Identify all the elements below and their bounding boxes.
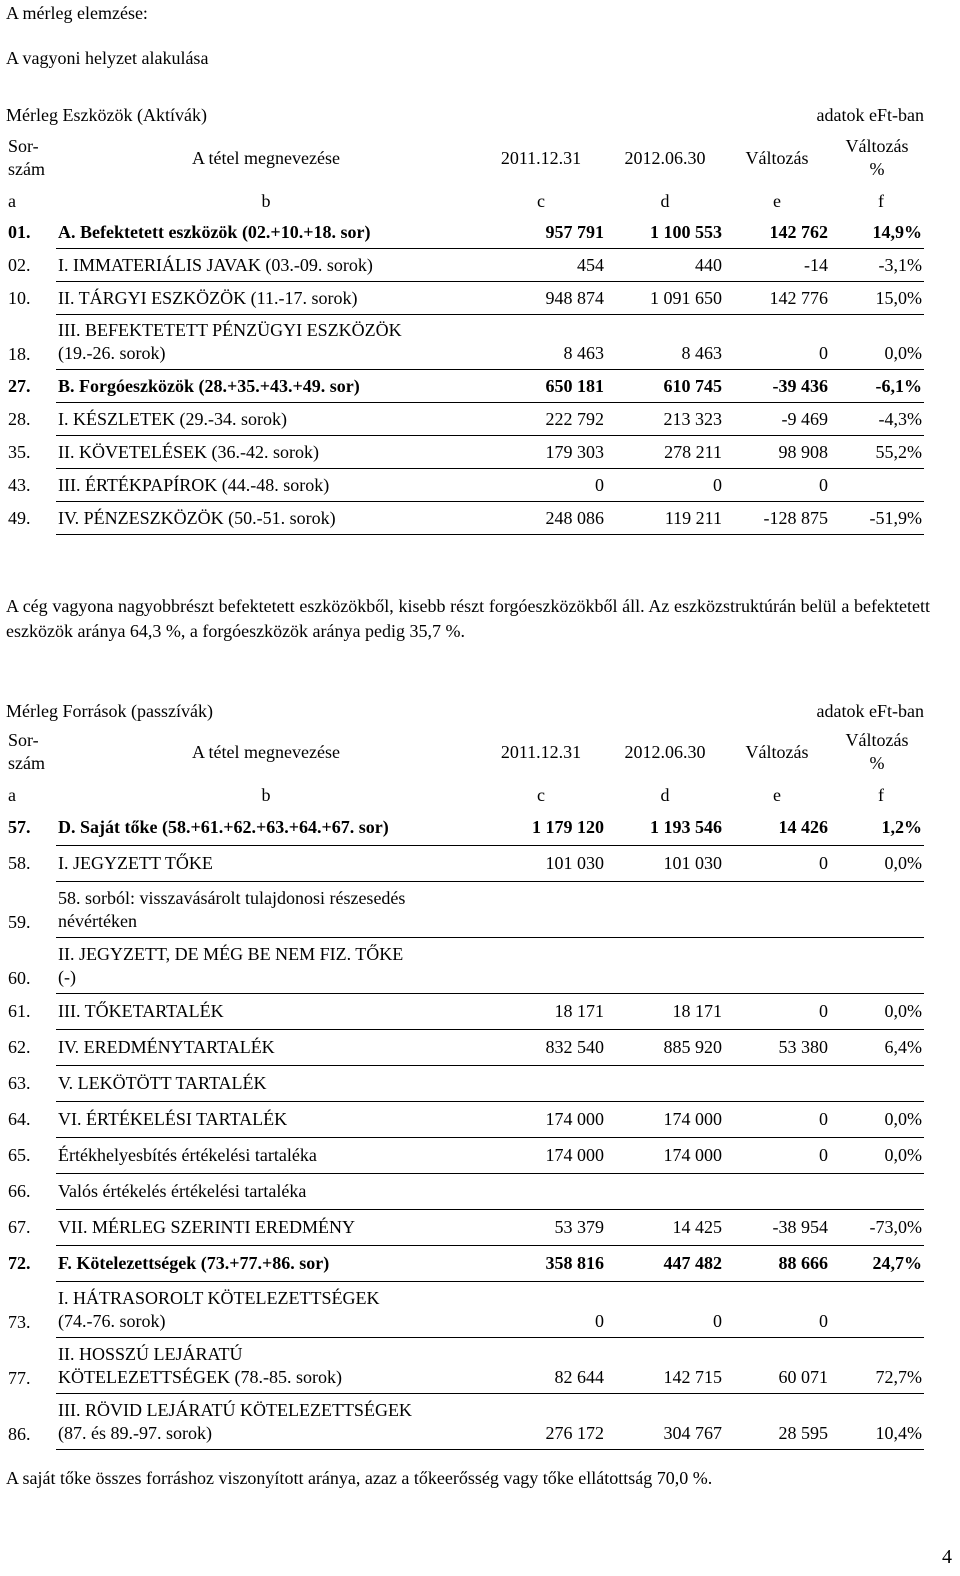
- table-row: [6, 1102, 924, 1138]
- row-value-2011: 358 816: [476, 1246, 606, 1282]
- column-letter: a: [8, 190, 16, 211]
- row-value-2012: [606, 1066, 724, 1102]
- column-letter: c: [537, 190, 545, 211]
- row-name: [56, 1066, 476, 1102]
- table-row: [6, 1246, 924, 1282]
- row-value-2011: 101 030: [476, 846, 606, 882]
- row-change: 0: [724, 846, 830, 882]
- row-name-line1: Értékhelyesbítés értékelési tartaléka: [58, 1145, 317, 1165]
- row-change-pct: -73,0%: [830, 1210, 924, 1246]
- row-change: 28 595: [724, 1394, 830, 1450]
- row-value-2012: 18 171: [606, 994, 724, 1030]
- row-name-line1: I. JEGYZETT TŐKE: [58, 853, 213, 873]
- row-change-pct: 72,7%: [830, 1338, 924, 1394]
- row-value-2012: 14 425: [606, 1210, 724, 1246]
- row-name-line1: B. Forgóeszközök (28.+35.+43.+49. sor): [58, 375, 360, 396]
- row-change-pct: 24,7%: [830, 1246, 924, 1282]
- row-name-line1: VII. MÉRLEG SZERINTI EREDMÉNY: [58, 1217, 355, 1237]
- row-value-2011: 957 791: [476, 216, 606, 249]
- header-name: A tétel megnevezése: [192, 147, 340, 168]
- row-change: -39 436: [724, 370, 830, 403]
- header-change-pct: [830, 130, 924, 186]
- row-name: [56, 1210, 476, 1246]
- row-value-2012: 304 767: [606, 1394, 724, 1450]
- header-year2: 2012.06.30: [624, 741, 706, 762]
- liabilities-table: [6, 724, 924, 1450]
- row-number: 86.: [8, 1423, 31, 1444]
- row-change: 0: [724, 315, 830, 370]
- header-sor-line1: Sor-: [8, 730, 39, 750]
- row-name-line1: I. HÁTRASOROLT KÖTELEZETTSÉGEK: [58, 1287, 380, 1308]
- row-change-pct: 6,4%: [830, 1030, 924, 1066]
- row-change: 98 908: [724, 436, 830, 469]
- row-name-line1: A. Befektetett eszközök (02.+10.+18. sor): [58, 221, 371, 242]
- row-number: 01.: [8, 221, 31, 242]
- assets-paragraph: A cég vagyona nagyobbrészt befektetett eszközökből, kisebb részt forgóeszközökből áll. Az eszközstruktúrán belül a befektetett eszközök aránya 64,3 %, a forgóeszközök aránya pedig 35,7 %.: [6, 596, 930, 641]
- row-name-line2: (-): [58, 966, 76, 987]
- header-year2: 2012.06.30: [624, 147, 706, 168]
- row-value-2011: 1 179 120: [476, 810, 606, 846]
- row-change-pct: 0,0%: [830, 1102, 924, 1138]
- row-value-2011: 0: [476, 469, 606, 502]
- column-letter: e: [773, 784, 781, 805]
- assets-table: [6, 130, 924, 535]
- table-row: [6, 249, 924, 282]
- header-row: [6, 130, 924, 186]
- row-change-pct: -51,9%: [830, 502, 924, 535]
- row-number: 67.: [8, 1217, 31, 1237]
- row-value-2012: 119 211: [606, 502, 724, 535]
- table-row: [6, 282, 924, 315]
- row-change-pct: 15,0%: [830, 282, 924, 315]
- row-name-line1: II. KÖVETELÉSEK (36.-42. sorok): [58, 441, 319, 462]
- page-subheading: A vagyoni helyzet alakulása: [6, 48, 209, 68]
- row-change: 60 071: [724, 1338, 830, 1394]
- row-name: [56, 1338, 476, 1394]
- header-sor-line1: Sor-: [8, 136, 39, 156]
- row-change: -128 875: [724, 502, 830, 535]
- row-name: [56, 315, 476, 370]
- header-sorszam: [6, 724, 56, 780]
- header-year1: 2011.12.31: [500, 741, 582, 762]
- row-name-line2: névértéken: [58, 910, 137, 931]
- row-value-2012: 0: [606, 469, 724, 502]
- row-change-pct: 55,2%: [830, 436, 924, 469]
- row-change: [724, 882, 830, 938]
- row-change-pct: 14,9%: [830, 216, 924, 249]
- row-value-2011: 832 540: [476, 1030, 606, 1066]
- row-value-2012: 101 030: [606, 846, 724, 882]
- row-number: 57.: [8, 817, 31, 838]
- row-value-2012: [606, 1174, 724, 1210]
- row-value-2012: 0: [606, 1282, 724, 1338]
- row-change: 88 666: [724, 1246, 830, 1282]
- row-name-line1: III. TŐKETARTALÉK: [58, 1001, 224, 1021]
- row-number: 62.: [8, 1037, 31, 1057]
- table-row: [6, 1030, 924, 1066]
- row-change: -9 469: [724, 403, 830, 436]
- row-value-2012: 885 920: [606, 1030, 724, 1066]
- table-row: [6, 436, 924, 469]
- row-number: 28.: [8, 408, 31, 429]
- row-value-2011: 222 792: [476, 403, 606, 436]
- row-change-pct: 0,0%: [830, 1138, 924, 1174]
- row-name-line1: VI. ÉRTÉKELÉSI TARTALÉK: [58, 1109, 288, 1129]
- table-row: [6, 938, 924, 994]
- row-name: [56, 1282, 476, 1338]
- column-letter: b: [261, 190, 271, 211]
- row-value-2012: 1 091 650: [606, 282, 724, 315]
- row-name: [56, 810, 476, 846]
- row-name: [56, 882, 476, 938]
- row-number: 49.: [8, 507, 31, 528]
- row-change-pct: 1,2%: [830, 810, 924, 846]
- row-value-2011: 174 000: [476, 1102, 606, 1138]
- table-row: [6, 315, 924, 370]
- row-number: 63.: [8, 1073, 31, 1093]
- row-change: 53 380: [724, 1030, 830, 1066]
- row-change-pct: [830, 1174, 924, 1210]
- row-value-2011: 8 463: [476, 315, 606, 370]
- row-name: [56, 1102, 476, 1138]
- assets-unit: adatok eFt-ban: [816, 105, 924, 125]
- liabilities-title: Mérleg Források (passzívák): [6, 701, 213, 721]
- row-name-line1: Valós értékelés értékelési tartaléka: [58, 1181, 307, 1201]
- header-pct-line1: Változás: [845, 136, 909, 156]
- row-name: [56, 1246, 476, 1282]
- liabilities-paragraph: A saját tőke összes forráshoz viszonyított aránya, azaz a tőkeerősség vagy tőke ellátottság 70,0 %.: [6, 1468, 713, 1488]
- row-value-2011: 18 171: [476, 994, 606, 1030]
- row-name: [56, 846, 476, 882]
- assets-title: Mérleg Eszközök (Aktívák): [6, 105, 207, 125]
- row-name-line1: I. IMMATERIÁLIS JAVAK (03.-09. sorok): [58, 254, 373, 275]
- table-row: [6, 1394, 924, 1450]
- row-name: [56, 403, 476, 436]
- row-change: 0: [724, 1138, 830, 1174]
- header-sor-line2: szám: [8, 753, 45, 773]
- row-name: [56, 436, 476, 469]
- row-value-2012: 8 463: [606, 315, 724, 370]
- row-change-pct: 0,0%: [830, 994, 924, 1030]
- row-change-pct: -6,1%: [830, 370, 924, 403]
- row-value-2012: 142 715: [606, 1338, 724, 1394]
- row-change: [724, 1174, 830, 1210]
- row-name: [56, 282, 476, 315]
- header-change: Változás: [745, 147, 809, 168]
- liabilities-unit: adatok eFt-ban: [816, 701, 924, 721]
- row-value-2011: [476, 1174, 606, 1210]
- table-row: [6, 846, 924, 882]
- row-value-2011: 0: [476, 1282, 606, 1338]
- row-name: [56, 502, 476, 535]
- column-letter: d: [660, 190, 670, 211]
- row-change-pct: [830, 469, 924, 502]
- row-value-2012: 447 482: [606, 1246, 724, 1282]
- row-number: 10.: [8, 287, 31, 308]
- row-value-2011: [476, 1066, 606, 1102]
- table-row: [6, 216, 924, 249]
- row-name-line1: D. Saját tőke (58.+61.+62.+63.+64.+67. sor): [58, 817, 389, 837]
- row-value-2012: 440: [606, 249, 724, 282]
- table-row: [6, 1138, 924, 1174]
- row-value-2011: [476, 882, 606, 938]
- row-number: 77.: [8, 1367, 31, 1388]
- row-name: [56, 1394, 476, 1450]
- row-name-line1: 58. sorból: visszavásárolt tulajdonosi részesedés: [58, 887, 406, 908]
- row-change-pct: [830, 1066, 924, 1102]
- row-number: 61.: [8, 1001, 31, 1021]
- row-value-2012: 1 193 546: [606, 810, 724, 846]
- table-row: [6, 403, 924, 436]
- row-name-line1: III. BEFEKTETETT PÉNZÜGYI ESZKÖZÖK: [58, 320, 402, 340]
- row-name-line1: II. JEGYZETT, DE MÉG BE NEM FIZ. TŐKE: [58, 943, 404, 964]
- row-change: -38 954: [724, 1210, 830, 1246]
- row-name: [56, 469, 476, 502]
- header-change: Változás: [745, 741, 809, 762]
- row-change-pct: [830, 938, 924, 994]
- header-row: [6, 724, 924, 780]
- row-change: [724, 938, 830, 994]
- header-year1: 2011.12.31: [500, 147, 582, 168]
- header-pct-line2: %: [869, 159, 885, 179]
- table-row: [6, 1210, 924, 1246]
- page-number: 4: [942, 1546, 952, 1568]
- row-name: [56, 994, 476, 1030]
- column-letter: e: [773, 190, 781, 211]
- row-value-2011: 53 379: [476, 1210, 606, 1246]
- row-number: 27.: [8, 375, 31, 396]
- row-value-2011: 948 874: [476, 282, 606, 315]
- row-name-line2: (74.-76. sorok): [58, 1310, 166, 1331]
- column-letter: c: [537, 784, 545, 805]
- table-row: [6, 882, 924, 938]
- row-change-pct: 0,0%: [830, 846, 924, 882]
- row-change: 142 776: [724, 282, 830, 315]
- row-name: [56, 249, 476, 282]
- table-row: [6, 994, 924, 1030]
- row-number: 59.: [8, 911, 31, 932]
- row-number: 02.: [8, 254, 31, 275]
- column-letter: f: [878, 784, 884, 805]
- header-change-pct: [830, 724, 924, 780]
- row-value-2011: 179 303: [476, 436, 606, 469]
- header-name: A tétel megnevezése: [192, 741, 340, 762]
- page-heading: A mérleg elemzése:: [6, 3, 148, 23]
- header-sorszam: [6, 130, 56, 186]
- row-change: -14: [724, 249, 830, 282]
- row-value-2012: 1 100 553: [606, 216, 724, 249]
- row-change: 14 426: [724, 810, 830, 846]
- row-change-pct: -3,1%: [830, 249, 924, 282]
- row-change-pct: [830, 882, 924, 938]
- row-number: 66.: [8, 1181, 31, 1201]
- row-number: 60.: [8, 967, 31, 988]
- row-name-line1: III. RÖVID LEJÁRATÚ KÖTELEZETTSÉGEK: [58, 1399, 412, 1420]
- row-change: [724, 1066, 830, 1102]
- letters-row: [6, 186, 924, 216]
- row-number: 18.: [8, 343, 31, 364]
- row-name: [56, 938, 476, 994]
- row-change: 0: [724, 1102, 830, 1138]
- row-name-line1: IV. EREDMÉNYTARTALÉK: [58, 1037, 275, 1057]
- row-name-line2: KÖTELEZETTSÉGEK (78.-85. sorok): [58, 1366, 342, 1387]
- row-name: [56, 1030, 476, 1066]
- header-pct-line2: %: [869, 753, 885, 773]
- row-change-pct: [830, 1282, 924, 1338]
- row-name-line1: I. KÉSZLETEK (29.-34. sorok): [58, 408, 287, 429]
- row-name-line1: II. HOSSZÚ LEJÁRATÚ: [58, 1343, 243, 1364]
- row-change: 0: [724, 1282, 830, 1338]
- row-number: 73.: [8, 1311, 31, 1332]
- row-value-2012: 213 323: [606, 403, 724, 436]
- row-name-line1: F. Kötelezettségek (73.+77.+86. sor): [58, 1253, 330, 1273]
- table-row: [6, 1174, 924, 1210]
- row-name-line1: IV. PÉNZESZKÖZÖK (50.-51. sorok): [58, 507, 336, 528]
- row-name-line2: (87. és 89.-97. sorok): [58, 1422, 212, 1443]
- row-number: 64.: [8, 1109, 31, 1129]
- row-number: 72.: [8, 1253, 31, 1273]
- row-value-2012: 174 000: [606, 1102, 724, 1138]
- row-number: 43.: [8, 474, 31, 495]
- row-value-2012: [606, 938, 724, 994]
- table-row: [6, 370, 924, 403]
- column-letter: a: [8, 784, 16, 805]
- header-sor-line2: szám: [8, 159, 45, 179]
- row-value-2011: 650 181: [476, 370, 606, 403]
- row-name: [56, 1174, 476, 1210]
- row-change: 142 762: [724, 216, 830, 249]
- table-row: [6, 1282, 924, 1338]
- column-letter: d: [660, 784, 670, 805]
- row-name-line1: III. ÉRTÉKPAPÍROK (44.-48. sorok): [58, 474, 330, 495]
- row-name: [56, 370, 476, 403]
- row-value-2011: 248 086: [476, 502, 606, 535]
- row-change: 0: [724, 469, 830, 502]
- row-value-2012: 278 211: [606, 436, 724, 469]
- row-name-line1: II. TÁRGYI ESZKÖZÖK (11.-17. sorok): [58, 287, 358, 308]
- row-value-2012: [606, 882, 724, 938]
- row-change-pct: 0,0%: [830, 315, 924, 370]
- row-value-2012: 610 745: [606, 370, 724, 403]
- row-value-2011: [476, 938, 606, 994]
- row-value-2011: 454: [476, 249, 606, 282]
- row-value-2011: 174 000: [476, 1138, 606, 1174]
- row-value-2011: 82 644: [476, 1338, 606, 1394]
- row-value-2011: 276 172: [476, 1394, 606, 1450]
- table-row: [6, 1066, 924, 1102]
- column-letter: f: [878, 190, 884, 211]
- header-pct-line1: Változás: [845, 730, 909, 750]
- column-letter: b: [261, 784, 271, 805]
- row-change: 0: [724, 994, 830, 1030]
- row-name-line2: (19.-26. sorok): [58, 343, 166, 363]
- table-row: [6, 1338, 924, 1394]
- row-name: [56, 1138, 476, 1174]
- row-change-pct: -4,3%: [830, 403, 924, 436]
- row-number: 65.: [8, 1145, 31, 1165]
- row-name: [56, 216, 476, 249]
- letters-row: [6, 780, 924, 810]
- row-name-line1: V. LEKÖTÖTT TARTALÉK: [58, 1073, 267, 1093]
- row-number: 58.: [8, 853, 31, 873]
- row-change-pct: 10,4%: [830, 1394, 924, 1450]
- table-row: [6, 469, 924, 502]
- row-value-2012: 174 000: [606, 1138, 724, 1174]
- row-number: 35.: [8, 441, 31, 462]
- table-row: [6, 502, 924, 535]
- table-row: [6, 810, 924, 846]
